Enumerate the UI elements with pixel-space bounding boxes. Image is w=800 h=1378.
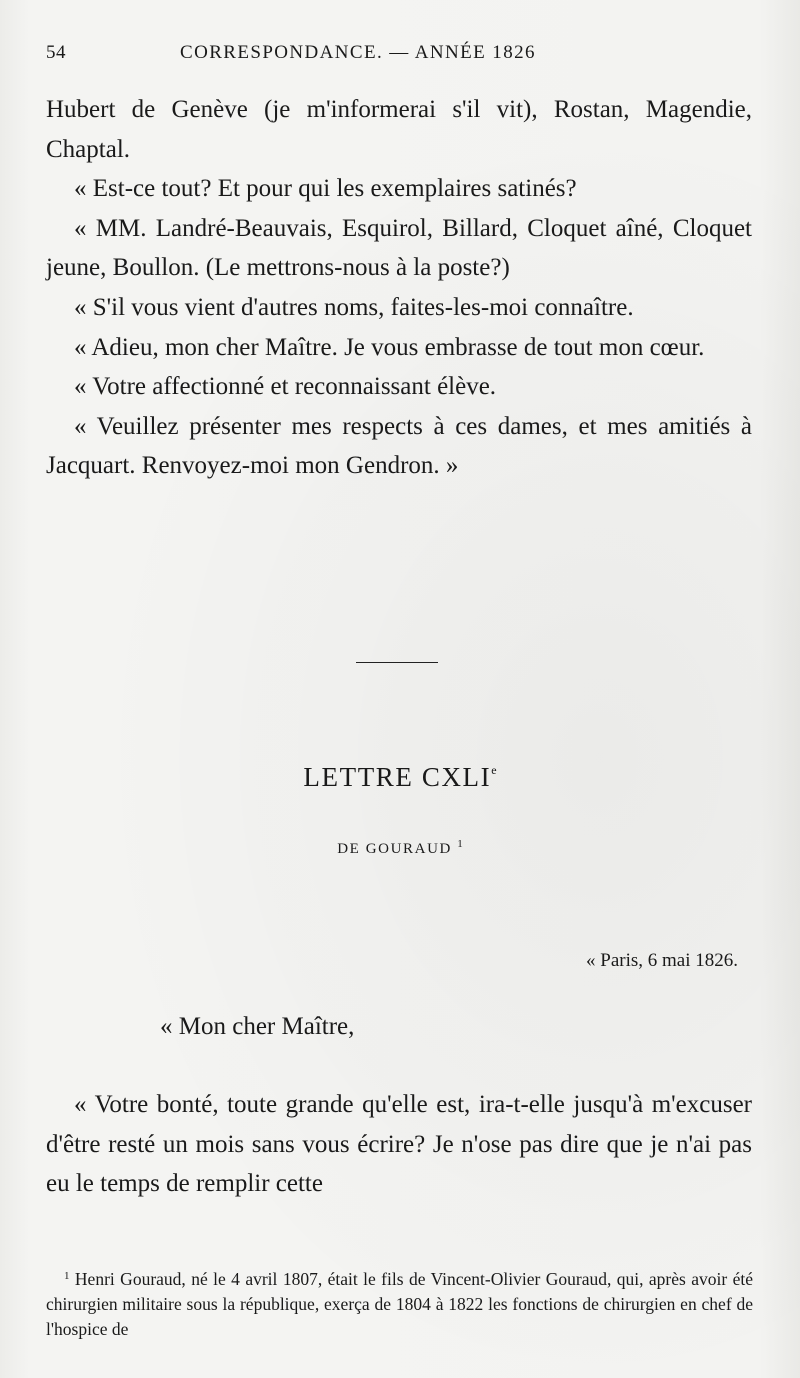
running-head-title: CORRESPONDANCE. — ANNÉE 1826 [180,42,536,63]
footnote-reference: 1 [457,838,463,850]
footnote-text: Henri Gouraud, né le 4 avril 1807, était le fils de Vincent-Olivier Gouraud, qui, après avoir été chirurgien militaire sous la république, exerça de 1804 à 1822 les fonctions de chirurgien en chef de l'hospice de [46,1269,753,1339]
paragraph: « Veuillez présenter mes respects à ces dames, et mes amitiés à Jacquart. Renvoyez-moi mon Gendron. » [46,412,752,480]
running-head [46,42,750,70]
paragraph: « Votre affectionné et reconnaissant élève. [74,373,497,401]
paragraph: « S'il vous vient d'autres noms, faites-les-moi connaître. [74,293,634,321]
letter-salutation: « Mon cher Maître, [160,1013,355,1040]
paragraph: « Est-ce tout? Et pour qui les exemplaires satinés? [74,175,577,203]
letter-body-paragraph: « Votre bonté, toute grande qu'elle est, ira-t-elle jusqu'à m'excuser d'être resté un mois sans vous écrire? Je n'ose pas dire que je n'ai pas eu le temps de remplir cette [46,1091,752,1198]
paragraph: « Adieu, mon cher Maître. Je vous embrasse de tout mon cœur. [74,333,705,361]
paragraph: « MM. Landré-Beauvais, Esquirol, Billard, Cloquet aîné, Cloquet jeune, Boullon. (Le mettrons-nous à la poste?) [46,214,752,282]
letter-subtitle-text: DE GOURAUD [337,841,452,857]
letter-title-superscript: e [491,763,497,777]
letter-continuation [46,90,752,486]
letter-title [0,762,800,793]
page-number: 54 [46,42,66,63]
footnote [46,1264,753,1342]
letter-dateline: « Paris, 6 mai 1826. [586,950,738,971]
footnote-mark: 1 [64,1270,70,1282]
letter-subtitle [0,838,800,858]
letter-title-text: LETTRE CXLI [303,762,492,792]
section-divider [356,662,438,663]
paragraph: Hubert de Genève (je m'informerai s'il vit), Rostan, Magendie, Chaptal. [46,96,752,163]
